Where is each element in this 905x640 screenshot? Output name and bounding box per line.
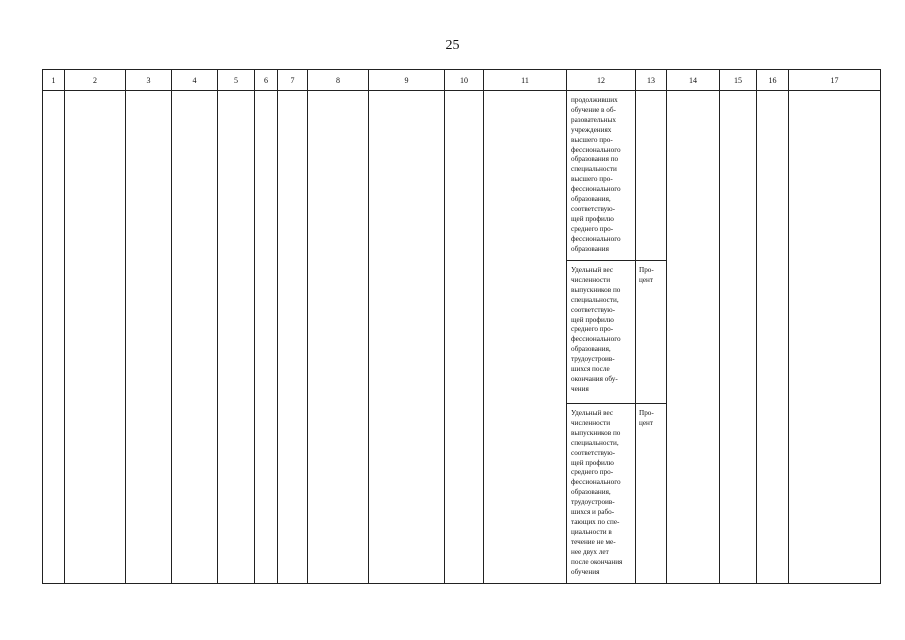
column-header: 17 bbox=[789, 70, 881, 91]
column-header: 4 bbox=[172, 70, 218, 91]
column-header: 14 bbox=[667, 70, 720, 91]
indicator-cell bbox=[567, 404, 636, 584]
column-header: 5 bbox=[218, 70, 255, 91]
table-cell bbox=[255, 91, 278, 584]
table-cell bbox=[757, 91, 789, 584]
table-cell bbox=[445, 91, 484, 584]
table-cell bbox=[218, 91, 255, 584]
column-header: 8 bbox=[308, 70, 369, 91]
unit-text: Про- цент bbox=[639, 409, 654, 427]
column-header: 15 bbox=[720, 70, 757, 91]
table-cell bbox=[65, 91, 126, 584]
table-cell bbox=[172, 91, 218, 584]
table-cell bbox=[126, 91, 172, 584]
column-header: 2 bbox=[65, 70, 126, 91]
table-cell bbox=[43, 91, 65, 584]
data-table bbox=[42, 69, 881, 584]
table-cell bbox=[308, 91, 369, 584]
indicator-text: Удельный вес численности выпускников по специальности, соответствую- щей профилю среднего про- фессионального образования, трудоустроив- шихся после окончания обу- чения bbox=[571, 266, 621, 393]
column-header: 10 bbox=[445, 70, 484, 91]
table-row bbox=[43, 91, 881, 261]
indicator-text: Удельный вес численности выпускников по специальности, соответствую- щей профилю среднего про- фессионального образования, трудоустроив- шихся и рабо- тающих по спе- циальности в течение не ме- нее двух лет после окончания обучения bbox=[571, 409, 623, 576]
column-header: 12 bbox=[567, 70, 636, 91]
indicator-cell bbox=[567, 261, 636, 404]
column-header: 13 bbox=[636, 70, 667, 91]
column-header: 16 bbox=[757, 70, 789, 91]
indicator-cell bbox=[567, 91, 636, 261]
column-header: 1 bbox=[43, 70, 65, 91]
indicator-text: продолживших обучение в об- разовательных учреждениях высшего про- фессионального образования по специальности высшего про- фессионального образования, соответствую- щей профилю среднего про- фессионального образования bbox=[571, 96, 621, 253]
column-header: 6 bbox=[255, 70, 278, 91]
table-cell bbox=[278, 91, 308, 584]
table-cell bbox=[789, 91, 881, 584]
table-cell bbox=[369, 91, 445, 584]
column-header: 7 bbox=[278, 70, 308, 91]
unit-text: Про- цент bbox=[639, 266, 654, 284]
column-header: 3 bbox=[126, 70, 172, 91]
table-cell bbox=[484, 91, 567, 584]
column-header: 9 bbox=[369, 70, 445, 91]
unit-cell bbox=[636, 91, 667, 261]
page-number: 25 bbox=[445, 38, 460, 53]
table-cell bbox=[667, 91, 720, 584]
unit-cell bbox=[636, 404, 667, 584]
column-number-row bbox=[43, 70, 881, 91]
table-cell bbox=[720, 91, 757, 584]
unit-cell bbox=[636, 261, 667, 404]
column-header: 11 bbox=[484, 70, 567, 91]
